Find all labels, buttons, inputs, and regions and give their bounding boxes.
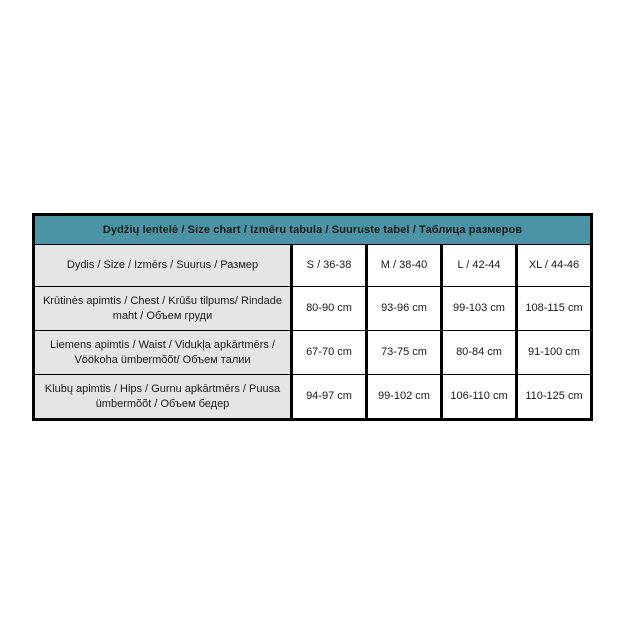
- waist-value-xl: 91-100 cm: [517, 331, 592, 375]
- hips-value-l: 106-110 cm: [442, 375, 517, 420]
- chest-value-xl: 108-115 cm: [517, 287, 592, 331]
- hips-row: [34, 375, 592, 420]
- size-header-label: Dydis / Size / Izmērs / Suurus / Размер: [34, 245, 292, 287]
- waist-value-s: 67-70 cm: [292, 331, 367, 375]
- size-header-row: [34, 245, 592, 287]
- waist-row-label: Liemens apimtis / Waist / Vidukļa apkārtmērs / Vöökoha ümbermõõt/ Объем талии: [34, 331, 292, 375]
- chest-value-l: 99-103 cm: [442, 287, 517, 331]
- chest-value-m: 93-96 cm: [367, 287, 442, 331]
- table-title-row: [34, 215, 592, 245]
- hips-value-s: 94-97 cm: [292, 375, 367, 420]
- size-column-header-xl: XL / 44-46: [517, 245, 592, 287]
- chest-row-label: Krūtinės apimtis / Chest / Krūšu tilpums/ Rindade maht / Объем груди: [34, 287, 292, 331]
- size-chart-table: [32, 213, 593, 421]
- size-column-header-s: S / 36-38: [292, 245, 367, 287]
- chest-row: [34, 287, 592, 331]
- hips-row-label: Klubų apimtis / Hips / Gurnu apkārtmērs / Puusa ümbermõõt / Объем бедер: [34, 375, 292, 420]
- waist-row: [34, 331, 592, 375]
- size-chart-title: Dydžių lentelė / Size chart / Izmēru tabula / Suuruste tabel / Таблица размеров: [34, 215, 592, 245]
- size-column-header-m: M / 38-40: [367, 245, 442, 287]
- size-column-header-l: L / 42-44: [442, 245, 517, 287]
- waist-value-l: 80-84 cm: [442, 331, 517, 375]
- chest-value-s: 80-90 cm: [292, 287, 367, 331]
- hips-value-xl: 110-125 cm: [517, 375, 592, 420]
- hips-value-m: 99-102 cm: [367, 375, 442, 420]
- waist-value-m: 73-75 cm: [367, 331, 442, 375]
